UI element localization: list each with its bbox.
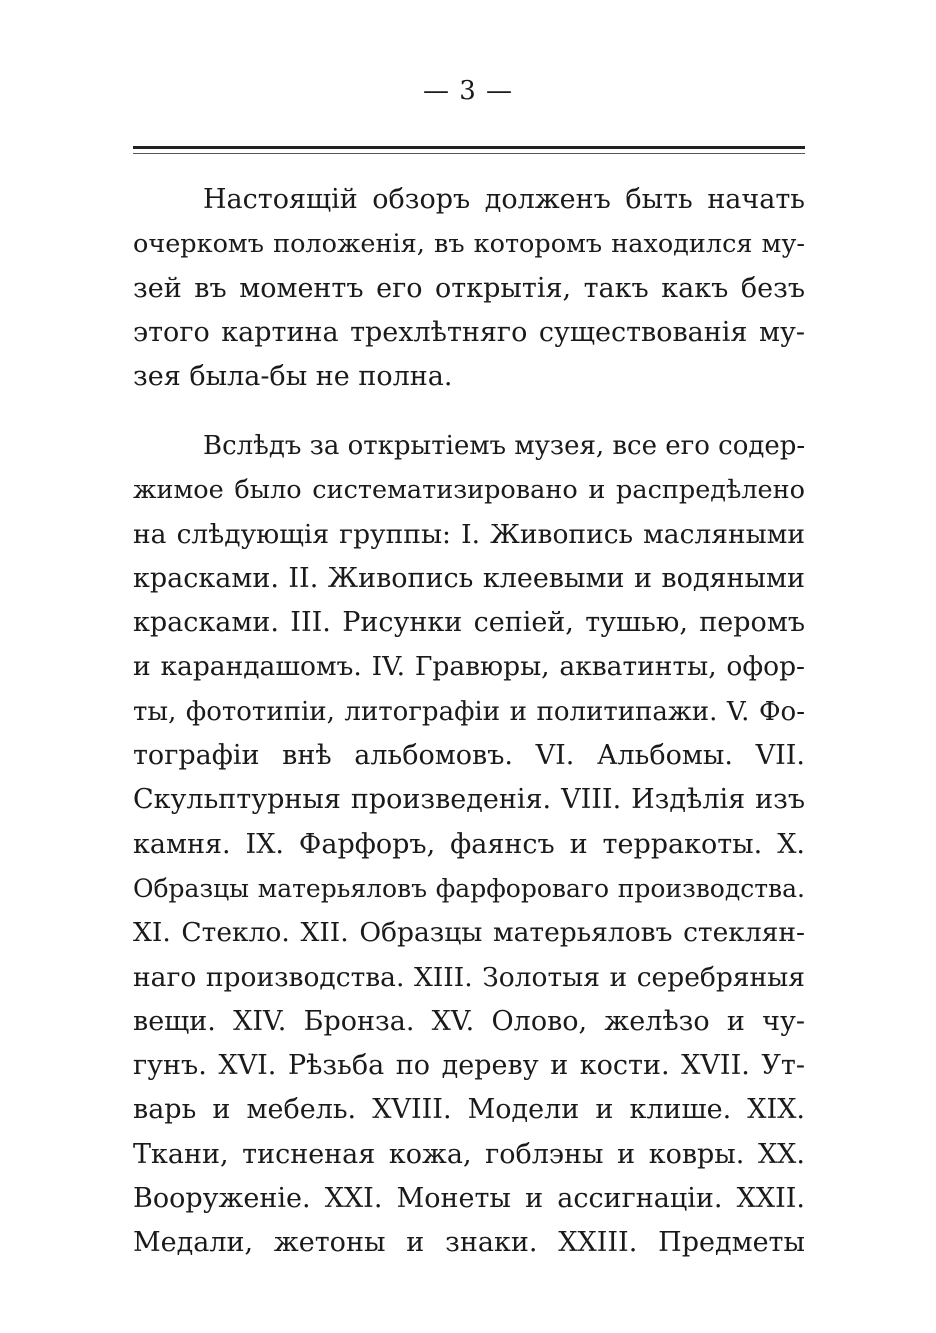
text-line: вещи. XIV. Бронза. XV. Олово, желѣзо и чу-	[133, 1005, 805, 1037]
text-line: Образцы матерьяловъ фарфороваго производства.	[133, 873, 805, 903]
text-line: зея была-бы не полна.	[133, 361, 453, 393]
text-line: Настоящій обзоръ долженъ быть начать	[203, 184, 805, 215]
header-rule	[133, 146, 805, 149]
text-line: красками. II. Живопись клеевыми и водяными	[133, 562, 805, 594]
text-line: Вооруженіе. XXI. Монеты и ассигнаціи. XXII.	[133, 1183, 805, 1215]
text-line: тографіи внѣ альбомовъ. VI. Альбомы. VII.	[133, 740, 805, 772]
text-line: Вслѣдъ за открытіемъ музея, все его содер-	[203, 431, 806, 461]
paragraph-1	[133, 178, 805, 399]
text-line: Ткани, тисненая кожа, гоблэны и ковры. XX.	[133, 1138, 805, 1170]
text-line: очеркомъ положенія, въ которомъ находился му-	[133, 229, 805, 260]
page-number: — 3 —	[422, 76, 514, 106]
text-line: Скульптурныя произведенія. VIII. Издѣлія изъ	[133, 784, 805, 816]
text-line: зей въ моментъ его открытія, такъ какъ безъ	[133, 272, 805, 304]
text-line: Медали, жетоны и знаки. XXIII. Предметы	[133, 1227, 805, 1259]
text-line: жимое было систематизировано и распредѣлено	[133, 475, 805, 506]
text-line: на слѣдующія группы: I. Живопись масляными	[133, 518, 805, 550]
text-line: и карандашомъ. IV. Гравюры, акватинты, офор-	[133, 651, 805, 683]
text-line: этого картина трехлѣтняго существованія му-	[133, 316, 805, 348]
text-line: камня. IX. Фарфоръ, фаянсъ и терракоты. X.	[133, 828, 805, 860]
paragraph-2	[133, 424, 805, 1266]
text-line: варь и мебель. XVIII. Модели и клише. XIX.	[133, 1094, 805, 1126]
text-line: ты, фототипіи, литографіи и политипажи. V. Фо-	[133, 696, 805, 727]
header-rule-thin	[133, 153, 805, 154]
text-line: красками. III. Рисунки сепіей, тушью, перомъ	[133, 607, 805, 639]
text-line: наго производства. XIII. Золотыя и серебряныя	[133, 961, 805, 993]
text-line: XI. Стекло. XII. Образцы матерьяловъ стеклян-	[133, 917, 805, 949]
text-line: гунъ. XVI. Рѣзьба по дереву и кости. XVII. Ут-	[133, 1050, 805, 1082]
